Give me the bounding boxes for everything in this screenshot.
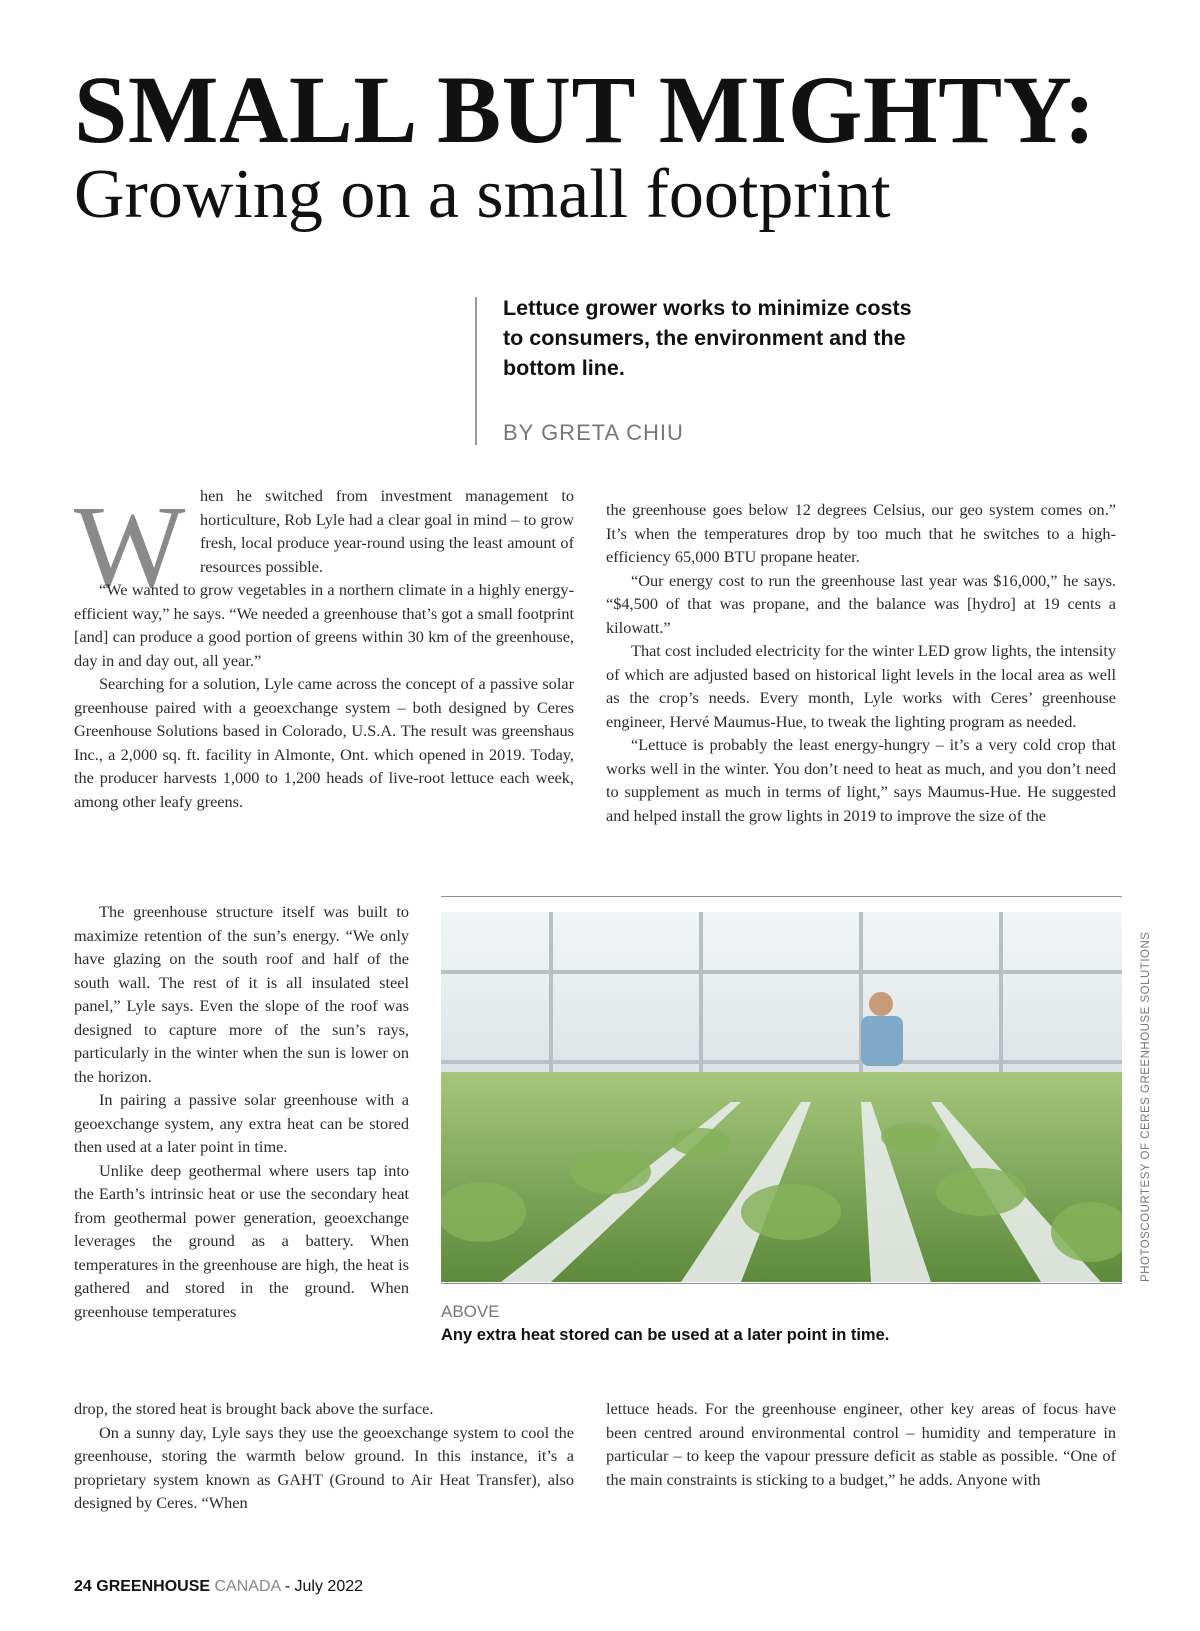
photo-bottom-rule xyxy=(441,1283,1122,1284)
page-number: 24 xyxy=(74,1578,92,1595)
article-subhead: Growing on a small footprint xyxy=(74,156,891,233)
paragraph: On a sunny day, Lyle says they use the geoexchange system to cool the greenhouse, storing the warmth below ground. In this instance, it’s a proprietary system known as GAHT (Ground to Air Heat Transfer), also designed by Ceres. “When xyxy=(74,1422,574,1512)
photo-caption: Any extra heat stored can be used at a later point in time. xyxy=(441,1326,890,1344)
paragraph: Unlike deep geothermal where users tap into the Earth’s intrinsic heat or use the secondary heat from geothermal power generation, geoexchange leverages the ground as a battery. When temperatures in the greenhouse are high, the heat is gathered and stored in the ground. When greenhouse temperatures xyxy=(74,1160,409,1321)
column-2-bottom xyxy=(606,1397,1116,1491)
caption-label: ABOVE xyxy=(441,1302,500,1321)
paragraph: That cost included electricity for the winter LED grow lights, the intensity of which are adjusted based on historical light levels in the local area as well as the crop’s needs. Every month, Lyle works with Ceres’ greenhouse engineer, Hervé Maumus-Hue, to tweak the lighting program as needed. xyxy=(606,641,1116,731)
byline: BY GRETA CHIU xyxy=(503,420,684,445)
publication-name: GREENHOUSE xyxy=(96,1578,211,1595)
paragraph: lettuce heads. For the greenhouse engineer, other key areas of focus have been centred around environmental control – humidity and temperature in particular – to keep the vapour pressure deficit as stable as possible. “One of the main constraints is sticking to a budget,” he adds. Anyone with xyxy=(606,1399,1116,1489)
drop-cap: W xyxy=(74,481,186,612)
paragraph: “Our energy cost to run the greenhouse last year was $16,000,” he says. “$4,500 of that was propane, and the balance was [hydro] at 19 cents a kilowatt.” xyxy=(606,570,1116,637)
page-footer xyxy=(74,1578,363,1596)
publication-suffix: CANADA xyxy=(214,1578,281,1595)
greenhouse-photo xyxy=(441,912,1122,1282)
article-headline: SMALL BUT MIGHTY: xyxy=(74,56,1097,163)
photo-credit: PHOTOSCOURTESY OF CERES GREENHOUSE SOLUTIONS xyxy=(1140,931,1152,1282)
paragraph: “We wanted to grow vegetables in a northern climate in a highly energy-efficient way,” he says. “We needed a greenhouse that’s got a small footprint [and] can produce a good portion of greens within 30 km of the greenhouse, day in and day out, all year.” xyxy=(74,580,574,670)
issue-date: - July 2022 xyxy=(284,1578,364,1595)
greenhouse-photo-illustration xyxy=(441,912,1122,1282)
column-1-narrow xyxy=(74,900,409,1323)
column-1-top xyxy=(74,481,574,813)
deck-divider xyxy=(475,297,477,445)
article-deck: Lettuce grower works to minimize costs to consumers, the environment and the bottom line. xyxy=(503,296,912,380)
paragraph: In pairing a passive solar greenhouse with a geoexchange system, any extra heat can be stored then used at a later point in time. xyxy=(74,1090,409,1156)
photo-top-rule xyxy=(441,896,1122,897)
column-2-top xyxy=(606,498,1116,827)
paragraph: drop, the stored heat is brought back above the surface. xyxy=(74,1399,434,1418)
column-1-bottom xyxy=(74,1397,574,1515)
paragraph: The greenhouse structure itself was built to maximize retention of the sun’s energy. “We only have glazing on the south roof and half of the south wall. The rest of it is all insulated steel panel,” Lyle says. Even the slope of the roof was designed to capture more of the sun’s rays, particularly in the winter when the sun is lower on the horizon. xyxy=(74,902,409,1086)
paragraph: “Lettuce is probably the least energy-hungry – it’s a very cold crop that works well in the winter. You don’t need to heat as much, and you don’t need to supplement as much in terms of light,” says Maumus-Hue. He suggested and helped install the grow lights in 2019 to improve the size of the xyxy=(606,735,1116,825)
paragraph: Searching for a solution, Lyle came across the concept of a passive solar greenhouse paired with a geoexchange system – both designed by Ceres Greenhouse Solutions based in Colorado, U.S.A. The result was greenshaus Inc., a 2,000 sq. ft. facility in Almonte, Ont. which opened in 2019. Today, the producer harvests 1,000 to 1,200 heads of live-root lettuce each week, among other leafy greens. xyxy=(74,674,574,811)
paragraph-intro: hen he switched from investment management to horticulture, Rob Lyle had a clear goal in mind – to grow fresh, local produce year-round using the least amount of resources possible. xyxy=(200,486,574,576)
paragraph: the greenhouse goes below 12 degrees Celsius, our geo system comes on.” It’s when the temperatures drop by too much that he switches to a high-efficiency 65,000 BTU propane heater. xyxy=(606,500,1116,566)
